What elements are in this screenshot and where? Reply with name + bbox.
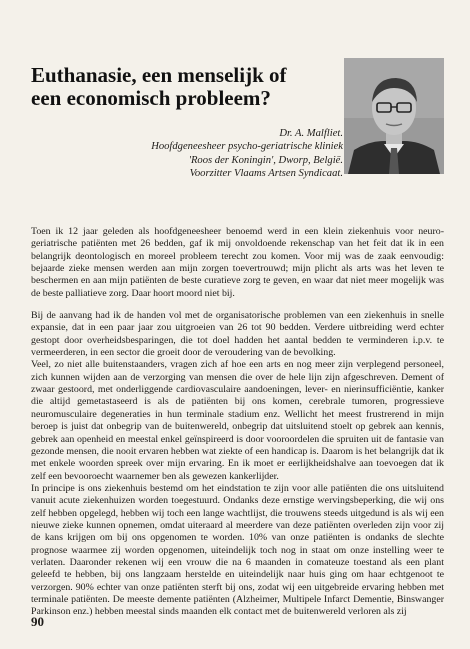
article-title: Euthanasie, een menselijk of een economisch probleem? — [31, 63, 287, 110]
author-byline — [103, 127, 343, 180]
paragraph-2: Bij de aanvang had ik de handen vol met de organisatorische problemen van een ziekenhuis in snelle expansie, dat in een paar jaar zou uitgroeien van 26 tot 90 bedden. Verdere uitbreiding werd echter gestopt door overheidsbesparingen, die tot doel hadden het aantal bedden te verminderen i.p.v. te vermeerderen, in een sector die groeit door de veroudering van de bevolking. — [31, 310, 444, 359]
portrait-image — [344, 58, 444, 174]
paragraph-4: In principe is ons ziekenhuis bestemd om het eindstation te zijn voor alle patiënten die ons uitsluitend vanuit acute ziekenhuizen worden toegestuurd. Ondanks deze ernstige wervingsbeperking, die wij ons zelf hebben opgelegd, hebben wij toch een lange wachtlijst, die trouwens steeds uitgedund is als wij een nieuwe zieke kunnen opnemen, omdat uiteraard al meerdere van deze patiënten overleden zijn voor zij de kans krijgen om bij ons opgenomen te worden. 10% van onze patiënten is ondanks de slechte prognose waarmee zij worden opgenomen, uiteindelijk toch nog in staat om onze instelling weer te verlaten. Daaronder rekenen wij een vrouw die na 6 maanden in comateuze toestand als een plant geleefd te hebben, bij ons langzaam herstelde en uiteindelijk naar huis ging om haar echtgenoot te verzorgen. 90% echter van onze patiënten sterft bij ons, zodat wij een uitgebreide ervaring hebben met terminale patiënten. De meeste demente patiënten (Alzheimer, Multipele Infarct Dementie, Binswanger Parkinson enz.) hebben meestal sinds maanden elk contact met de buitenwereld verloren als zij — [31, 482, 444, 618]
author-portrait-photo — [344, 58, 444, 174]
page-number: 90 — [31, 614, 44, 629]
article-body — [31, 226, 444, 619]
author-name: Dr. A. Malfliet. — [279, 128, 343, 139]
author-role-1: Hoofdgeneesheer psycho-geriatrische kliniek — [151, 141, 343, 153]
author-role-3: Voorzitter Vlaams Artsen Syndicaat. — [189, 167, 343, 179]
author-role-2: 'Roos der Koningin', Dworp, België. — [188, 154, 343, 166]
paragraph-3: Veel, zo niet alle buitenstaanders, vragen zich af hoe een arts en nog meer zijn verplegend personeel, zich kunnen wijden aan de verzorging van mensen die over de hele lijn zijn afgeschreven. Dement of zwaar gestoord, met onderliggende cardiovasculaire aandoeningen, lever- en nierinsufficiëntie, kanker die altijd gemetastaseerd is als de patiënten bij ons komen, cerebrale tumoren, progressieve neuromusculaire degeneraties in hun terminale stadium enz. Wellicht het meest frustrerend in mijn beroep is juist dat onbegrip van de buitenwereld, onbegrip dat uitsluitend stoelt op gebrek aan kennis, gebrek aan openheid en meestal enkel geïnspireerd is door vooroordelen die spruiten uit de fantasie van gezonde mensen, die nooit ervaren hebben wat ziekte of een handicap is. Daarom is het belangrijk dat ik met enkele woorden spreek over mijn ervaring. En ik moet er eerlijkheidshalve aan toevoegen dat ik zelf een bevooroecht waarnemer ben als gewezen kankerlijder. — [31, 359, 444, 482]
paragraph-1: Toen ik 12 jaar geleden als hoofdgeneesheer benoemd werd in een klein ziekenhuis voor neuro-geriatrische patiënten met 26 bedden, gaf ik mij onvoldoende rekenschap van het feit dat ik in een belangrijk deontologisch en moreel probleem terecht zou komen. Voor mij was de zaak eenvoudig: bejaarde zieke mensen werden aan mijn zorgen toevertrouwd; mijn plicht als arts was het leven te beschermen en aan mijn patiënten de beste curatieve zorg te geven, en waar dat niet meer mogelijk was de beste palliatieve zorg. Daar hoort moord niet bij. — [31, 226, 444, 299]
